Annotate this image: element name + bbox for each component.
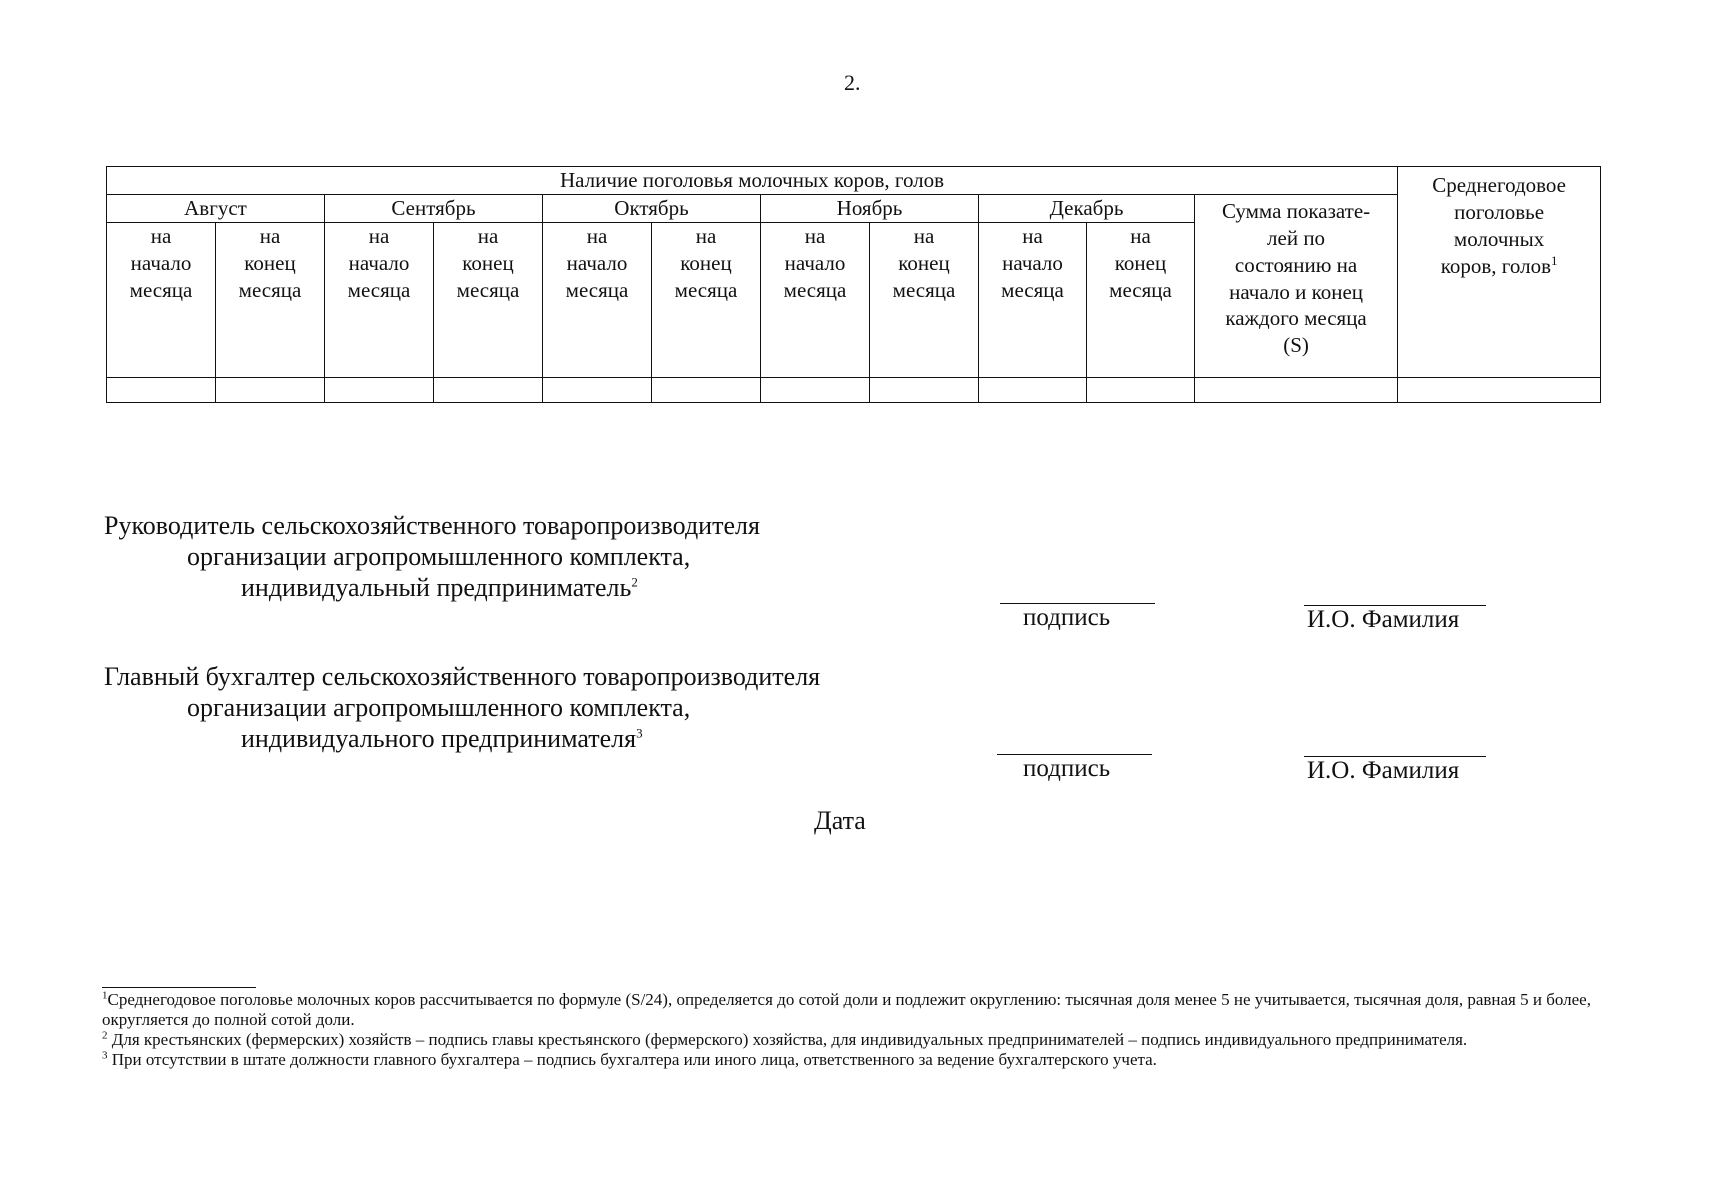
data-cell[interactable] (543, 377, 652, 402)
end-of-month-header (652, 222, 761, 377)
footnote-text: Для крестьянских (фермерских) хозяйств – подпись главы крестьянского (фермерского) хозяйства, для индивидуальных предпринимателей – подпись индивидуального предпринимателя. (107, 1030, 1468, 1049)
title-line: организации агропромышленного комплекта, (187, 542, 691, 571)
sum-header-line: лей по (1267, 225, 1326, 250)
avg-header-line: Среднегодовое (1432, 173, 1567, 197)
header-line: на (259, 223, 281, 248)
start-of-month-header (979, 222, 1087, 377)
main-header-cell: Наличие поголовья молочных коров, голов (107, 167, 1398, 195)
header-line: месяца (129, 277, 193, 302)
date-label: Дата (814, 806, 866, 835)
start-of-month-header (107, 222, 216, 377)
sum-header-cell (1195, 194, 1398, 377)
footnote-ref: 2 (631, 574, 638, 590)
end-of-month-header (434, 222, 543, 377)
month-header: Октябрь (543, 194, 761, 222)
data-cell[interactable] (325, 377, 434, 402)
table-month-row (107, 194, 1601, 222)
header-line: месяца (347, 277, 411, 302)
footnote-separator (102, 987, 256, 988)
footnote-mark: 2 (102, 1029, 108, 1042)
header-line: начало (784, 250, 846, 275)
footnote-3 (102, 1050, 1602, 1070)
header-line: на (368, 223, 390, 248)
header-line: месяца (674, 277, 738, 302)
head-signature-title (104, 510, 760, 603)
start-of-month-header (543, 222, 652, 377)
header-line: конец (898, 250, 950, 275)
accountant-signature-title (104, 661, 820, 754)
table-row (107, 377, 1601, 402)
title-line: Руководитель сельскохозяйственного товаропроизводителя (104, 511, 760, 540)
data-cell[interactable] (870, 377, 979, 402)
footnote-text: Среднегодовое поголовье молочных коров рассчитывается по формуле (S/24), определяется до сотой доли и подлежит округлению: тысячная доля менее 5 не учитывается, тысячная доля, равная 5 и более, округляется до полной сотой доли. (102, 990, 1591, 1029)
avg-header-text: коров, голов (1440, 253, 1551, 278)
header-line: на (913, 223, 935, 248)
data-cell[interactable] (979, 377, 1087, 402)
title-line (104, 572, 760, 603)
header-line: начало (566, 250, 628, 275)
month-header: Август (107, 194, 325, 222)
footnote-mark: 1 (102, 989, 108, 1002)
sum-data-cell[interactable] (1195, 377, 1398, 402)
month-header: Сентябрь (325, 194, 543, 222)
avg-header-line: молочных (1453, 226, 1545, 251)
month-header: Декабрь (979, 194, 1195, 222)
header-line: на (804, 223, 826, 248)
header-line: месяца (1109, 277, 1172, 302)
avg-header-line: поголовье (1454, 199, 1545, 224)
footnote-ref: 1 (1550, 252, 1558, 268)
data-cell[interactable] (1087, 377, 1195, 402)
end-of-month-header (216, 222, 325, 377)
header-line: на (586, 223, 608, 248)
header-line: на (150, 223, 172, 248)
signature-caption: подпись (1023, 604, 1111, 631)
name-caption: И.О. Фамилия (1307, 757, 1460, 784)
sum-header-line: каждого месяца (1225, 306, 1367, 331)
avg-header-line (1400, 253, 1598, 280)
start-of-month-header (325, 222, 434, 377)
signature-caption: подпись (1023, 755, 1111, 782)
header-line: конец (1114, 250, 1167, 275)
title-text: индивидуального предпринимателя (241, 724, 637, 753)
footnote-ref: 3 (636, 725, 643, 741)
end-of-month-header (870, 222, 979, 377)
data-cell[interactable] (761, 377, 870, 402)
footnote-2 (102, 1030, 1602, 1050)
header-line: месяца (783, 277, 847, 302)
footnote-1 (102, 990, 1602, 1030)
header-line: конец (244, 250, 296, 275)
header-line: конец (462, 250, 514, 275)
header-line: месяца (892, 277, 956, 302)
footnote-text: При отсутствии в штате должности главного бухгалтера – подпись бухгалтера или иного лица, ответственного за ведение бухгалтерского учета. (107, 1050, 1157, 1069)
sum-header-line: Сумма показате- (1221, 198, 1371, 223)
header-line: начало (1002, 250, 1063, 275)
title-text: индивидуальный предприниматель (241, 573, 632, 602)
page-number: 2. (844, 70, 861, 95)
name-caption: И.О. Фамилия (1307, 606, 1460, 633)
header-line: месяца (238, 277, 302, 302)
end-of-month-header (1087, 222, 1195, 377)
table-main-header-row (107, 167, 1601, 195)
sum-header-line: начало и конец (1229, 279, 1364, 304)
sum-header-line: состоянию на (1234, 252, 1358, 277)
start-of-month-header (761, 222, 870, 377)
month-header: Ноябрь (761, 194, 979, 222)
header-line: месяца (1001, 277, 1064, 302)
footnote-mark: 3 (102, 1049, 108, 1062)
sum-header-line: (S) (1283, 333, 1309, 358)
header-line: на (1130, 223, 1151, 248)
header-line: начало (130, 250, 192, 275)
header-line: на (1022, 223, 1043, 248)
header-line: месяца (565, 277, 629, 302)
header-line: начало (348, 250, 410, 275)
data-cell[interactable] (652, 377, 761, 402)
header-line: месяца (456, 277, 520, 302)
footnotes (102, 990, 1602, 1070)
title-line: Главный бухгалтер сельскохозяйственного товаропроизводителя (104, 662, 821, 691)
avg-header-cell (1398, 167, 1601, 378)
avg-data-cell[interactable] (1398, 377, 1601, 402)
data-cell[interactable] (216, 377, 325, 402)
data-cell[interactable] (434, 377, 543, 402)
title-line: организации агропромышленного комплекта, (187, 693, 691, 722)
header-line: на (695, 223, 717, 248)
header-line: на (477, 223, 499, 248)
livestock-table (106, 166, 1601, 403)
data-cell[interactable] (107, 377, 216, 402)
title-line (104, 723, 820, 754)
header-line: конец (680, 250, 732, 275)
